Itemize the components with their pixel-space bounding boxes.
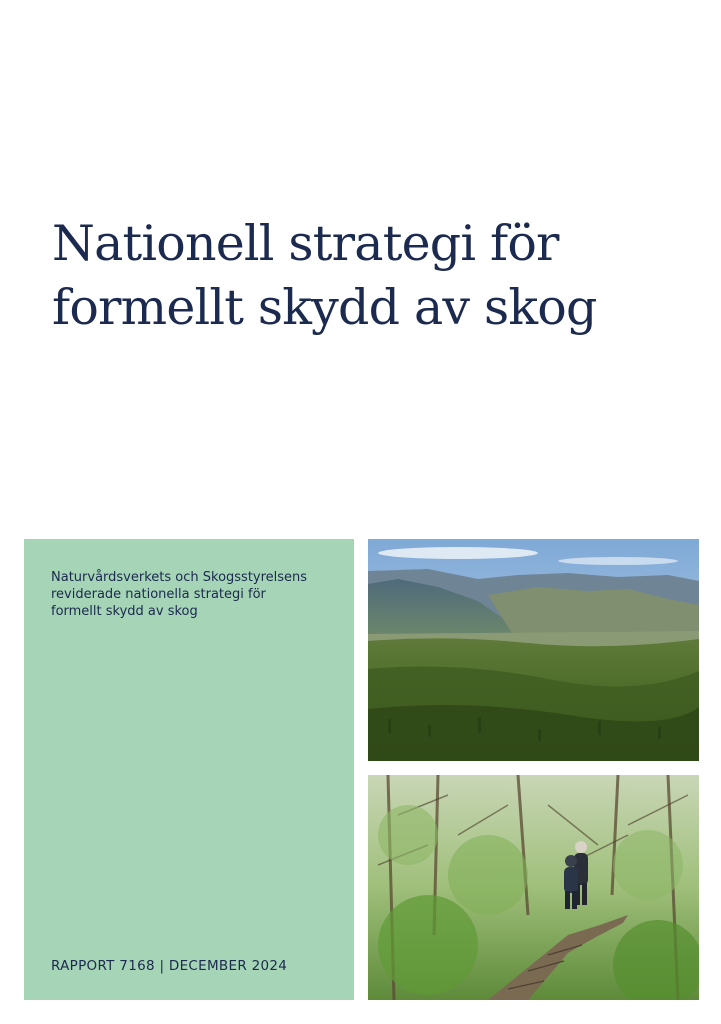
subtitle-line-1: Naturvårdsverkets och Skogsstyrelsens	[51, 570, 308, 585]
report-subtitle	[51, 569, 341, 620]
report-number-date: RAPPORT 7168 | DECEMBER 2024	[51, 958, 288, 974]
subtitle-line-2: reviderade nationella strategi för	[51, 587, 266, 602]
title-line-1: Nationell strategi för	[52, 215, 559, 272]
title-line-2: formellt skydd av skog	[52, 279, 597, 336]
forest-boardwalk-hikers-photo	[368, 775, 699, 1000]
subtitle-line-3: formellt skydd av skog	[51, 604, 198, 619]
report-title	[52, 212, 692, 340]
mountain-forest-landscape-photo	[368, 539, 699, 761]
green-info-panel	[24, 539, 354, 1000]
